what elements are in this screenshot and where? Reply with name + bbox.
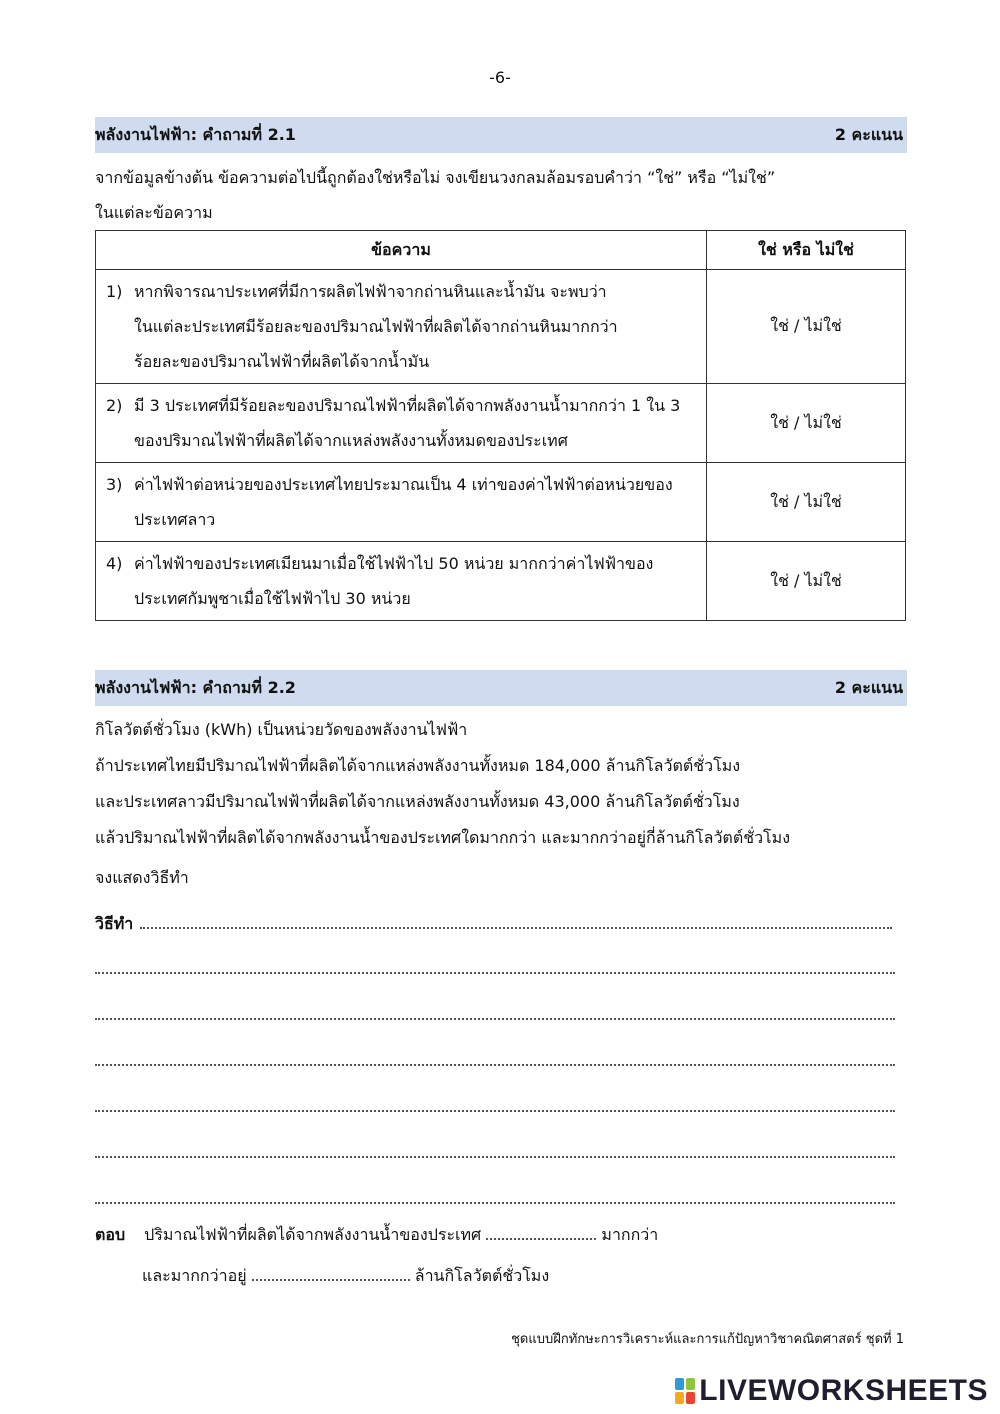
header-answer: ใช่ หรือ ไม่ใช่: [707, 231, 906, 270]
statement-number: 2): [106, 396, 123, 415]
question-score: 2 คะแนน: [834, 124, 903, 144]
page-number: -6-: [489, 68, 511, 87]
liveworksheets-logo: [675, 1374, 988, 1408]
question-title: พลังงานไฟฟ้า: คำถามที่ 2.1: [95, 124, 296, 144]
method-answer-line[interactable]: [95, 1155, 895, 1158]
table-row: [96, 270, 906, 384]
answer-choice[interactable]: ใช่ / ไม่ใช่: [707, 384, 906, 463]
statement-cell: [96, 463, 707, 542]
statement-line: ค่าไฟฟ้าของประเทศเมียนมาเมื่อใช้ไฟฟ้าไป 50 หน่วย มากกว่าค่าไฟฟ้าของ: [134, 554, 654, 573]
amount-blank[interactable]: [252, 1267, 410, 1281]
table-header-row: [96, 231, 906, 270]
question-score: 2 คะแนน: [834, 677, 903, 697]
method-answer-line[interactable]: [140, 926, 892, 929]
question-header-2-1: [95, 117, 907, 153]
statement-line: ของปริมาณไฟฟ้าที่ผลิตได้จากแหล่งพลังงานทั้งหมดของประเทศ: [134, 431, 568, 450]
answer-text: และมากกว่าอยู่: [142, 1266, 247, 1285]
question-text-line: จงแสดงวิธีทำ: [95, 868, 189, 887]
method-answer-line[interactable]: [95, 971, 895, 974]
method-answer-line[interactable]: [95, 1201, 895, 1204]
footer-text: ชุดแบบฝึกทักษะการวิเคราะห์และการแก้ปัญหาวิชาคณิตศาสตร์ ชุดที่ 1: [511, 1332, 904, 1347]
statement-number: 3): [106, 475, 123, 494]
statement-line: ประเทศลาว: [134, 510, 216, 529]
answer-line-1: [95, 1223, 658, 1248]
answer-line-2: [142, 1264, 549, 1289]
table-row: [96, 384, 906, 463]
statement-line: ในแต่ละประเทศมีร้อยละของปริมาณไฟฟ้าที่ผลิตได้จากถ่านหินมากกว่า: [134, 317, 618, 336]
statement-table: [95, 230, 906, 621]
statement-line: ร้อยละของปริมาณไฟฟ้าที่ผลิตได้จากน้ำมัน: [134, 352, 430, 371]
answer-choice[interactable]: ใช่ / ไม่ใช่: [707, 463, 906, 542]
brand-name: LIVEWORKSHEETS: [699, 1374, 988, 1407]
statement-line: มี 3 ประเทศที่มีร้อยละของปริมาณไฟฟ้าที่ผลิตได้จากพลังงานน้ำมากกว่า 1 ใน 3: [134, 396, 681, 415]
question-header-2-2: [95, 670, 907, 706]
table-row: [96, 542, 906, 621]
statement-number: 4): [106, 554, 123, 573]
question-title: พลังงานไฟฟ้า: คำถามที่ 2.2: [95, 677, 296, 697]
instruction-line: ในแต่ละข้อความ: [95, 203, 213, 222]
country-blank[interactable]: [486, 1226, 596, 1240]
question-text-line: แล้วปริมาณไฟฟ้าที่ผลิตได้จากพลังงานน้ำของประเทศใดมากกว่า และมากกว่าอยู่กี่ล้านกิโลวัตต์ชั่วโมง: [95, 828, 791, 847]
answer-text: ล้านกิโลวัตต์ชั่วโมง: [414, 1266, 550, 1285]
method-answer-line[interactable]: [95, 1109, 895, 1112]
statement-line: ประเทศกัมพูชาเมื่อใช้ไฟฟ้าไป 30 หน่วย: [134, 589, 411, 608]
answer-choice[interactable]: ใช่ / ไม่ใช่: [707, 542, 906, 621]
header-statement: ข้อความ: [96, 231, 707, 270]
statement-line: ค่าไฟฟ้าต่อหน่วยของประเทศไทยประมาณเป็น 4 เท่าของค่าไฟฟ้าต่อหน่วยของ: [134, 475, 673, 494]
method-label: วิธีทำ: [95, 914, 134, 933]
statement-number: 1): [106, 282, 123, 301]
statement-line: หากพิจารณาประเทศที่มีการผลิตไฟฟ้าจากถ่านหินและน้ำมัน จะพบว่า: [134, 282, 607, 301]
question-text-line: ถ้าประเทศไทยมีปริมาณไฟฟ้าที่ผลิตได้จากแหล่งพลังงานทั้งหมด 184,000 ล้านกิโลวัตต์ชั่วโมง: [95, 756, 741, 775]
table-row: [96, 463, 906, 542]
answer-label: ตอบ: [95, 1225, 126, 1244]
liveworksheets-icon: [675, 1378, 695, 1404]
instruction-line: จากข้อมูลข้างต้น ข้อความต่อไปนี้ถูกต้องใช่หรือไม่ จงเขียนวงกลมล้อมรอบคำว่า “ใช่” หรือ “ไม่ใช่”: [95, 168, 776, 187]
answer-text: ปริมาณไฟฟ้าที่ผลิตได้จากพลังงานน้ำของประเทศ: [144, 1225, 482, 1244]
statement-cell: [96, 542, 707, 621]
question-text-line: กิโลวัตต์ชั่วโมง (kWh) เป็นหน่วยวัดของพลังงานไฟฟ้า: [95, 720, 468, 739]
method-answer-line[interactable]: [95, 1063, 895, 1066]
method-answer-line[interactable]: [95, 1017, 895, 1020]
answer-choice[interactable]: ใช่ / ไม่ใช่: [707, 270, 906, 384]
question-text-line: และประเทศลาวมีปริมาณไฟฟ้าที่ผลิตได้จากแหล่งพลังงานทั้งหมด 43,000 ล้านกิโลวัตต์ชั่วโมง: [95, 792, 740, 811]
statement-cell: [96, 384, 707, 463]
answer-text: มากกว่า: [601, 1225, 659, 1244]
statement-cell: [96, 270, 707, 384]
